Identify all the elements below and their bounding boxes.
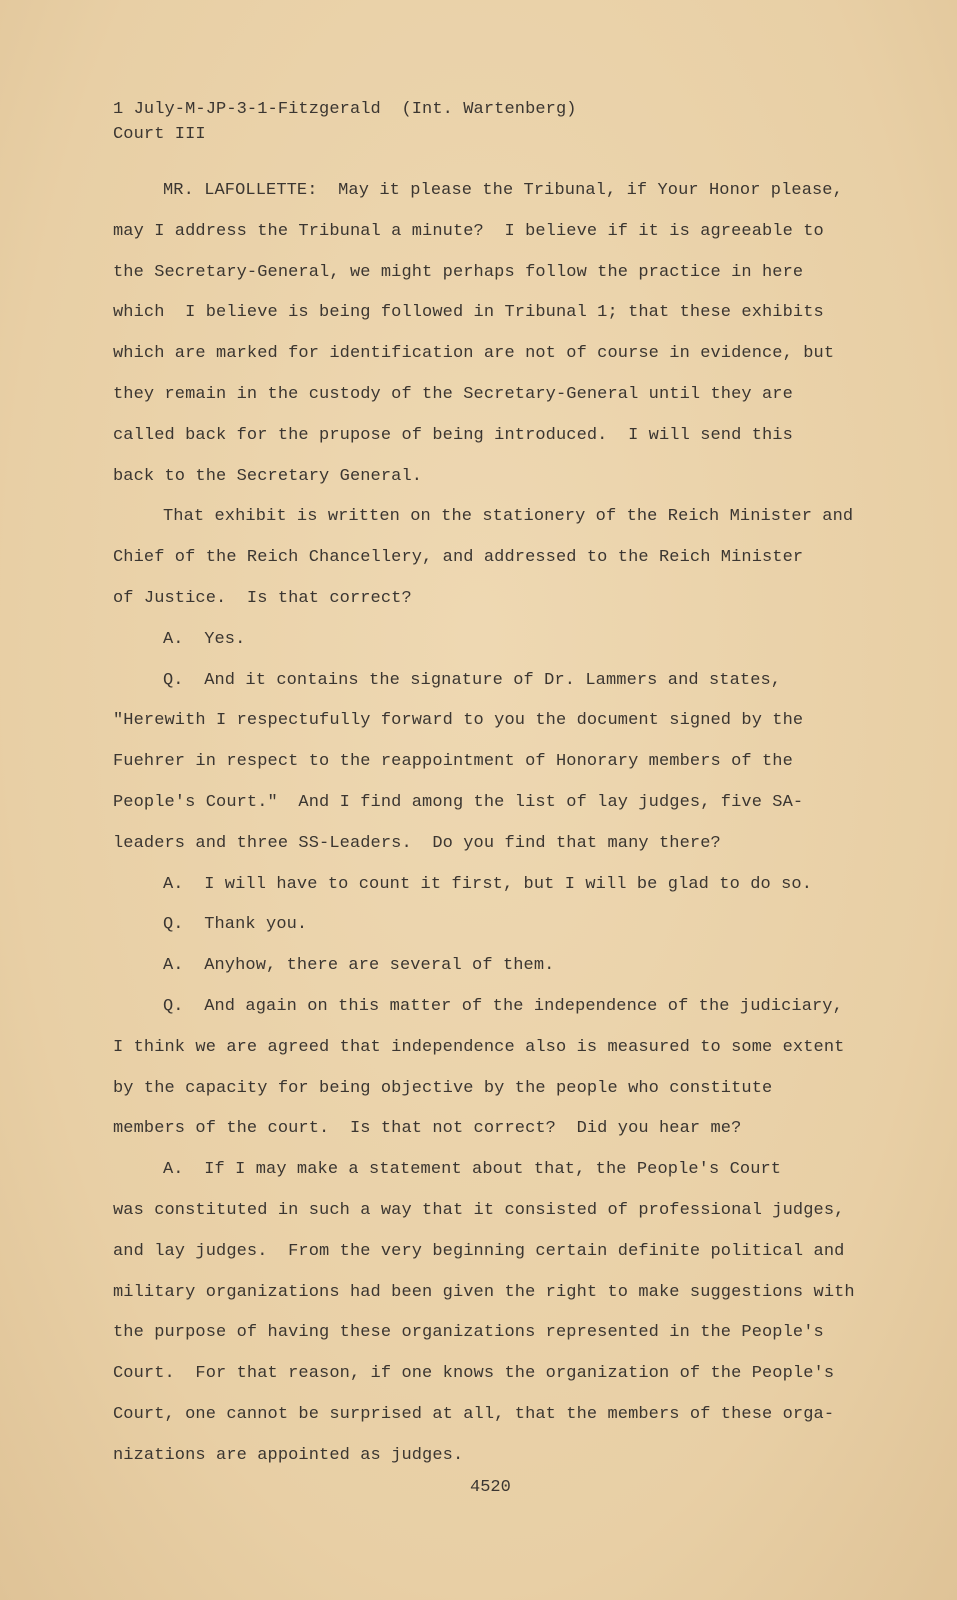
- transcript-line: military organizations had been given the right to make suggestions with: [113, 1282, 855, 1302]
- transcript-line: Court. For that reason, if one knows the organization of the People's: [113, 1364, 835, 1384]
- transcript-line: of Justice. Is that correct?: [113, 589, 412, 608]
- transcript-line: which are marked for identification are not of course in evidence, but: [113, 344, 835, 364]
- transcript-line: they remain in the custody of the Secretary-General until they are: [113, 385, 793, 404]
- transcript-line: People's Court." And I find among the list of lay judges, five SA-: [113, 793, 804, 812]
- transcript-line: leaders and three SS-Leaders. Do you find that many there?: [113, 833, 721, 853]
- transcript-line: Q. And it contains the signature of Dr. Lammers and states,: [163, 670, 782, 690]
- transcript-line: "Herewith I respectufully forward to you the document signed by the: [113, 711, 804, 731]
- transcript-line: Court, one cannot be surprised at all, that the members of these orga-: [113, 1405, 835, 1424]
- transcript-line: the Secretary-General, we might perhaps follow the practice in here: [113, 262, 804, 282]
- transcript-line: Q. Thank you.: [163, 915, 308, 935]
- header-court-line: Court III: [113, 125, 206, 144]
- transcript-line: by the capacity for being objective by the people who constitute: [113, 1078, 773, 1098]
- transcript-line: back to the Secretary General.: [113, 466, 423, 486]
- transcript-line: Chief of the Reich Chancellery, and addressed to the Reich Minister: [113, 548, 804, 568]
- transcript-line: nizations are appointed as judges.: [113, 1445, 464, 1465]
- transcript-line: was constituted in such a way that it consisted of professional judges,: [113, 1201, 845, 1220]
- transcript-line: A. Anyhow, there are several of them.: [163, 956, 555, 976]
- transcript-line: called back for the prupose of being introduced. I will send this: [113, 425, 793, 445]
- transcript-line: That exhibit is written on the stationery of the Reich Minister and: [163, 507, 854, 527]
- header-reference-line: 1 July-M-JP-3-1-Fitzgerald (Int. Wartenberg): [113, 100, 577, 119]
- transcript-line: I think we are agreed that independence also is measured to some extent: [113, 1037, 845, 1057]
- page-number: 4520: [470, 1478, 511, 1497]
- transcript-line: members of the court. Is that not correct? Did you hear me?: [113, 1119, 742, 1139]
- transcript-line: the purpose of having these organizations represented in the People's: [113, 1323, 824, 1343]
- transcript-line: MR. LAFOLLETTE: May it please the Tribunal, if Your Honor please,: [163, 181, 843, 200]
- transcript-line: A. I will have to count it first, but I will be glad to do so.: [163, 874, 813, 894]
- transcript-line: Fuehrer in respect to the reappointment of Honorary members of the: [113, 752, 793, 772]
- transcript-line: A. If I may make a statement about that, the People's Court: [163, 1160, 782, 1180]
- transcript-line: and lay judges. From the very beginning certain definite political and: [113, 1241, 845, 1261]
- transcript-line: Q. And again on this matter of the independence of the judiciary,: [163, 997, 843, 1016]
- transcript-line: may I address the Tribunal a minute? I believe if it is agreeable to: [113, 221, 824, 241]
- transcript-line: A. Yes.: [163, 629, 246, 649]
- transcript-line: which I believe is being followed in Tribunal 1; that these exhibits: [113, 303, 824, 323]
